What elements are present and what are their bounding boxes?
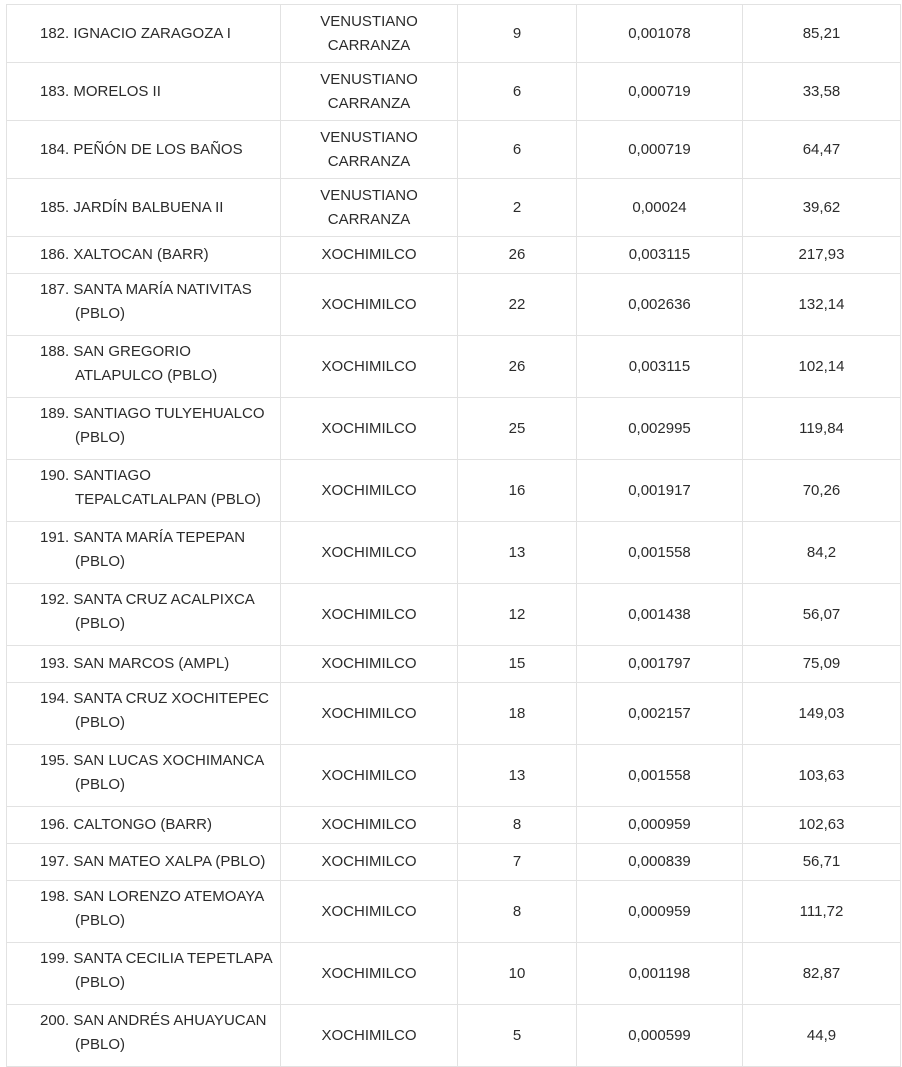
value-text: 56,07 [802, 605, 841, 623]
value-text: 85,21 [802, 24, 841, 42]
count-text: 18 [508, 704, 526, 722]
table-row [7, 5, 901, 63]
colonia-name-cell [7, 5, 281, 63]
colonia-name-cell [7, 336, 281, 398]
alcaldia-text: XOCHIMILCO [321, 853, 417, 870]
count-cell [458, 881, 577, 943]
alcaldia-cell [281, 584, 458, 646]
value-text: 44,9 [806, 1026, 837, 1044]
ratio-cell [577, 646, 743, 683]
alcaldia-cell [281, 460, 458, 522]
ratio-cell [577, 237, 743, 274]
alcaldia-text: VENUSTIANO CARRANZA [320, 70, 418, 112]
colonia-name-text: 189. SANTIAGO TULYEHUALCO (PBLO) [40, 405, 265, 446]
ratio-cell [577, 398, 743, 460]
ratio-cell [577, 807, 743, 844]
ratio-text: 0,001558 [628, 766, 691, 784]
alcaldia-cell [281, 881, 458, 943]
ratio-text: 0,003115 [628, 246, 691, 263]
count-cell [458, 646, 577, 683]
colonia-name-text: 193. SAN MARCOS (AMPL) [40, 655, 230, 672]
colonia-name-text: 198. SAN LORENZO ATEMOAYA (PBLO) [40, 888, 264, 929]
count-cell [458, 336, 577, 398]
value-cell [743, 398, 901, 460]
colonia-name-cell [7, 1005, 281, 1067]
value-text: 102,63 [798, 816, 845, 833]
table-row [7, 683, 901, 745]
ratio-cell [577, 1005, 743, 1067]
value-cell [743, 683, 901, 745]
alcaldia-text: XOCHIMILCO [321, 357, 417, 375]
count-text: 8 [512, 816, 522, 833]
value-text: 217,93 [798, 246, 845, 263]
value-text: 111,72 [799, 902, 844, 920]
colonia-name-text: 184. PEÑÓN DE LOS BAÑOS [40, 140, 243, 158]
ratio-cell [577, 336, 743, 398]
alcaldia-text: XOCHIMILCO [321, 816, 417, 833]
colonia-name-cell [7, 63, 281, 121]
ratio-cell [577, 179, 743, 237]
count-cell [458, 274, 577, 336]
value-text: 75,09 [802, 655, 841, 672]
colonia-name-cell [7, 179, 281, 237]
value-text: 70,26 [802, 481, 841, 499]
count-text: 25 [508, 419, 526, 437]
count-cell [458, 63, 577, 121]
ratio-cell [577, 584, 743, 646]
alcaldia-cell [281, 237, 458, 274]
table-row [7, 943, 901, 1005]
alcaldia-text: XOCHIMILCO [321, 605, 417, 623]
table-row [7, 584, 901, 646]
count-text: 26 [508, 246, 526, 263]
colonia-name-cell [7, 745, 281, 807]
count-cell [458, 807, 577, 844]
count-text: 5 [512, 1026, 522, 1044]
colonia-name-cell [7, 943, 281, 1005]
table-row [7, 336, 901, 398]
alcaldia-cell [281, 179, 458, 237]
alcaldia-text: XOCHIMILCO [321, 1026, 417, 1044]
value-cell [743, 5, 901, 63]
alcaldia-text: XOCHIMILCO [321, 481, 417, 499]
value-text: 102,14 [798, 357, 845, 375]
value-cell [743, 881, 901, 943]
ratio-cell [577, 683, 743, 745]
table-row [7, 237, 901, 274]
ratio-text: 0,00024 [632, 198, 687, 216]
count-cell [458, 179, 577, 237]
value-text: 119,84 [799, 419, 844, 437]
ratio-cell [577, 63, 743, 121]
alcaldia-cell [281, 683, 458, 745]
count-cell [458, 5, 577, 63]
table-row [7, 63, 901, 121]
alcaldia-text: XOCHIMILCO [321, 655, 417, 672]
colonia-name-text: 192. SANTA CRUZ ACALPIXCA (PBLO) [40, 591, 254, 632]
table-row [7, 398, 901, 460]
value-cell [743, 522, 901, 584]
ratio-text: 0,001558 [628, 543, 691, 561]
colonia-name-cell [7, 522, 281, 584]
value-cell [743, 237, 901, 274]
alcaldia-cell [281, 63, 458, 121]
ratio-cell [577, 943, 743, 1005]
alcaldia-cell [281, 522, 458, 584]
colonia-name-cell [7, 237, 281, 274]
value-cell [743, 584, 901, 646]
colonias-table [6, 4, 901, 1067]
value-cell [743, 1005, 901, 1067]
alcaldia-cell [281, 274, 458, 336]
table-row [7, 646, 901, 683]
ratio-text: 0,001917 [628, 481, 691, 499]
alcaldia-text: XOCHIMILCO [321, 543, 417, 561]
alcaldia-cell [281, 398, 458, 460]
ratio-text: 0,001797 [628, 655, 691, 672]
colonia-name-cell [7, 807, 281, 844]
colonia-name-cell [7, 274, 281, 336]
alcaldia-cell [281, 1005, 458, 1067]
ratio-cell [577, 5, 743, 63]
ratio-text: 0,001078 [628, 24, 691, 42]
count-text: 2 [512, 198, 522, 216]
value-cell [743, 179, 901, 237]
colonia-name-text: 186. XALTOCAN (BARR) [40, 246, 209, 263]
alcaldia-text: XOCHIMILCO [321, 704, 417, 722]
count-text: 13 [508, 543, 526, 561]
table-row [7, 844, 901, 881]
count-cell [458, 398, 577, 460]
count-text: 6 [512, 82, 522, 100]
count-cell [458, 1005, 577, 1067]
ratio-text: 0,000599 [628, 1026, 691, 1044]
alcaldia-cell [281, 943, 458, 1005]
table-row [7, 121, 901, 179]
alcaldia-cell [281, 5, 458, 63]
colonia-name-cell [7, 460, 281, 522]
table-row [7, 179, 901, 237]
table-row [7, 274, 901, 336]
alcaldia-cell [281, 336, 458, 398]
table-row [7, 1005, 901, 1067]
count-text: 15 [508, 655, 526, 672]
count-cell [458, 237, 577, 274]
count-text: 8 [512, 902, 522, 920]
alcaldia-text: XOCHIMILCO [321, 295, 417, 313]
count-text: 9 [512, 24, 522, 42]
alcaldia-cell [281, 745, 458, 807]
count-text: 26 [508, 357, 526, 375]
count-text: 16 [508, 481, 526, 499]
alcaldia-cell [281, 844, 458, 881]
ratio-text: 0,001198 [628, 964, 691, 982]
value-text: 64,47 [802, 140, 841, 158]
value-text: 82,87 [802, 964, 841, 982]
count-text: 13 [508, 766, 526, 784]
alcaldia-text: VENUSTIANO CARRANZA [320, 128, 418, 170]
alcaldia-text: XOCHIMILCO [321, 419, 417, 437]
ratio-cell [577, 844, 743, 881]
ratio-cell [577, 522, 743, 584]
ratio-text: 0,000719 [628, 82, 691, 100]
colonia-name-text: 185. JARDÍN BALBUENA II [40, 198, 224, 216]
value-cell [743, 844, 901, 881]
alcaldia-text: XOCHIMILCO [321, 246, 417, 263]
colonia-name-cell [7, 584, 281, 646]
ratio-text: 0,001438 [628, 605, 691, 623]
colonia-name-cell [7, 398, 281, 460]
ratio-text: 0,000959 [628, 816, 691, 833]
ratio-cell [577, 881, 743, 943]
count-cell [458, 943, 577, 1005]
count-cell [458, 584, 577, 646]
value-cell [743, 646, 901, 683]
table-body [7, 5, 901, 1067]
colonia-name-text: 188. SAN GREGORIO ATLAPULCO (PBLO) [40, 343, 218, 384]
colonia-name-text: 194. SANTA CRUZ XOCHITEPEC (PBLO) [40, 690, 269, 731]
alcaldia-text: XOCHIMILCO [321, 964, 417, 982]
value-cell [743, 274, 901, 336]
ratio-cell [577, 460, 743, 522]
value-cell [743, 460, 901, 522]
colonia-name-text: 195. SAN LUCAS XOCHIMANCA (PBLO) [40, 752, 264, 793]
count-text: 10 [508, 964, 526, 982]
value-cell [743, 943, 901, 1005]
ratio-text: 0,002157 [628, 704, 691, 722]
ratio-text: 0,000719 [628, 140, 691, 158]
colonia-name-text: 187. SANTA MARÍA NATIVITAS (PBLO) [40, 281, 252, 322]
count-text: 12 [508, 605, 526, 623]
count-cell [458, 522, 577, 584]
value-cell [743, 121, 901, 179]
colonia-name-text: 182. IGNACIO ZARAGOZA I [40, 24, 231, 42]
value-text: 132,14 [798, 295, 845, 313]
count-text: 6 [512, 140, 522, 158]
ratio-text: 0,003115 [628, 357, 691, 375]
ratio-cell [577, 121, 743, 179]
value-text: 84,2 [806, 543, 837, 561]
alcaldia-text: VENUSTIANO CARRANZA [320, 186, 418, 228]
alcaldia-text: XOCHIMILCO [321, 766, 417, 784]
table-row [7, 522, 901, 584]
ratio-text: 0,002636 [628, 295, 691, 313]
colonia-name-text: 190. SANTIAGO TEPALCATLALPAN (PBLO) [40, 467, 261, 508]
count-cell [458, 121, 577, 179]
count-cell [458, 745, 577, 807]
count-cell [458, 844, 577, 881]
value-cell [743, 807, 901, 844]
count-text: 7 [512, 853, 522, 870]
value-text: 149,03 [798, 704, 845, 722]
colonia-name-cell [7, 881, 281, 943]
ratio-cell [577, 274, 743, 336]
colonia-name-cell [7, 683, 281, 745]
colonia-name-text: 183. MORELOS II [40, 82, 161, 100]
alcaldia-cell [281, 646, 458, 683]
colonia-name-cell [7, 646, 281, 683]
table-row [7, 807, 901, 844]
table-row [7, 460, 901, 522]
value-cell [743, 745, 901, 807]
colonia-name-text: 191. SANTA MARÍA TEPEPAN (PBLO) [40, 529, 246, 570]
count-cell [458, 460, 577, 522]
count-cell [458, 683, 577, 745]
colonia-name-cell [7, 121, 281, 179]
ratio-text: 0,000959 [628, 902, 691, 920]
ratio-text: 0,000839 [628, 853, 691, 870]
value-cell [743, 336, 901, 398]
colonia-name-text: 196. CALTONGO (BARR) [40, 816, 212, 833]
colonia-name-text: 197. SAN MATEO XALPA (PBLO) [40, 853, 266, 870]
ratio-text: 0,002995 [628, 419, 691, 437]
table-row [7, 745, 901, 807]
colonia-name-cell [7, 844, 281, 881]
value-cell [743, 63, 901, 121]
value-text: 103,63 [798, 766, 845, 784]
value-text: 33,58 [802, 82, 841, 100]
alcaldia-text: XOCHIMILCO [321, 902, 417, 920]
value-text: 56,71 [802, 853, 841, 870]
value-text: 39,62 [802, 198, 841, 216]
alcaldia-cell [281, 121, 458, 179]
count-text: 22 [508, 295, 526, 313]
table-row [7, 881, 901, 943]
colonia-name-text: 200. SAN ANDRÉS AHUAYUCAN (PBLO) [40, 1012, 267, 1053]
alcaldia-text: VENUSTIANO CARRANZA [320, 12, 418, 54]
alcaldia-cell [281, 807, 458, 844]
ratio-cell [577, 745, 743, 807]
colonia-name-text: 199. SANTA CECILIA TEPETLAPA (PBLO) [40, 950, 272, 991]
